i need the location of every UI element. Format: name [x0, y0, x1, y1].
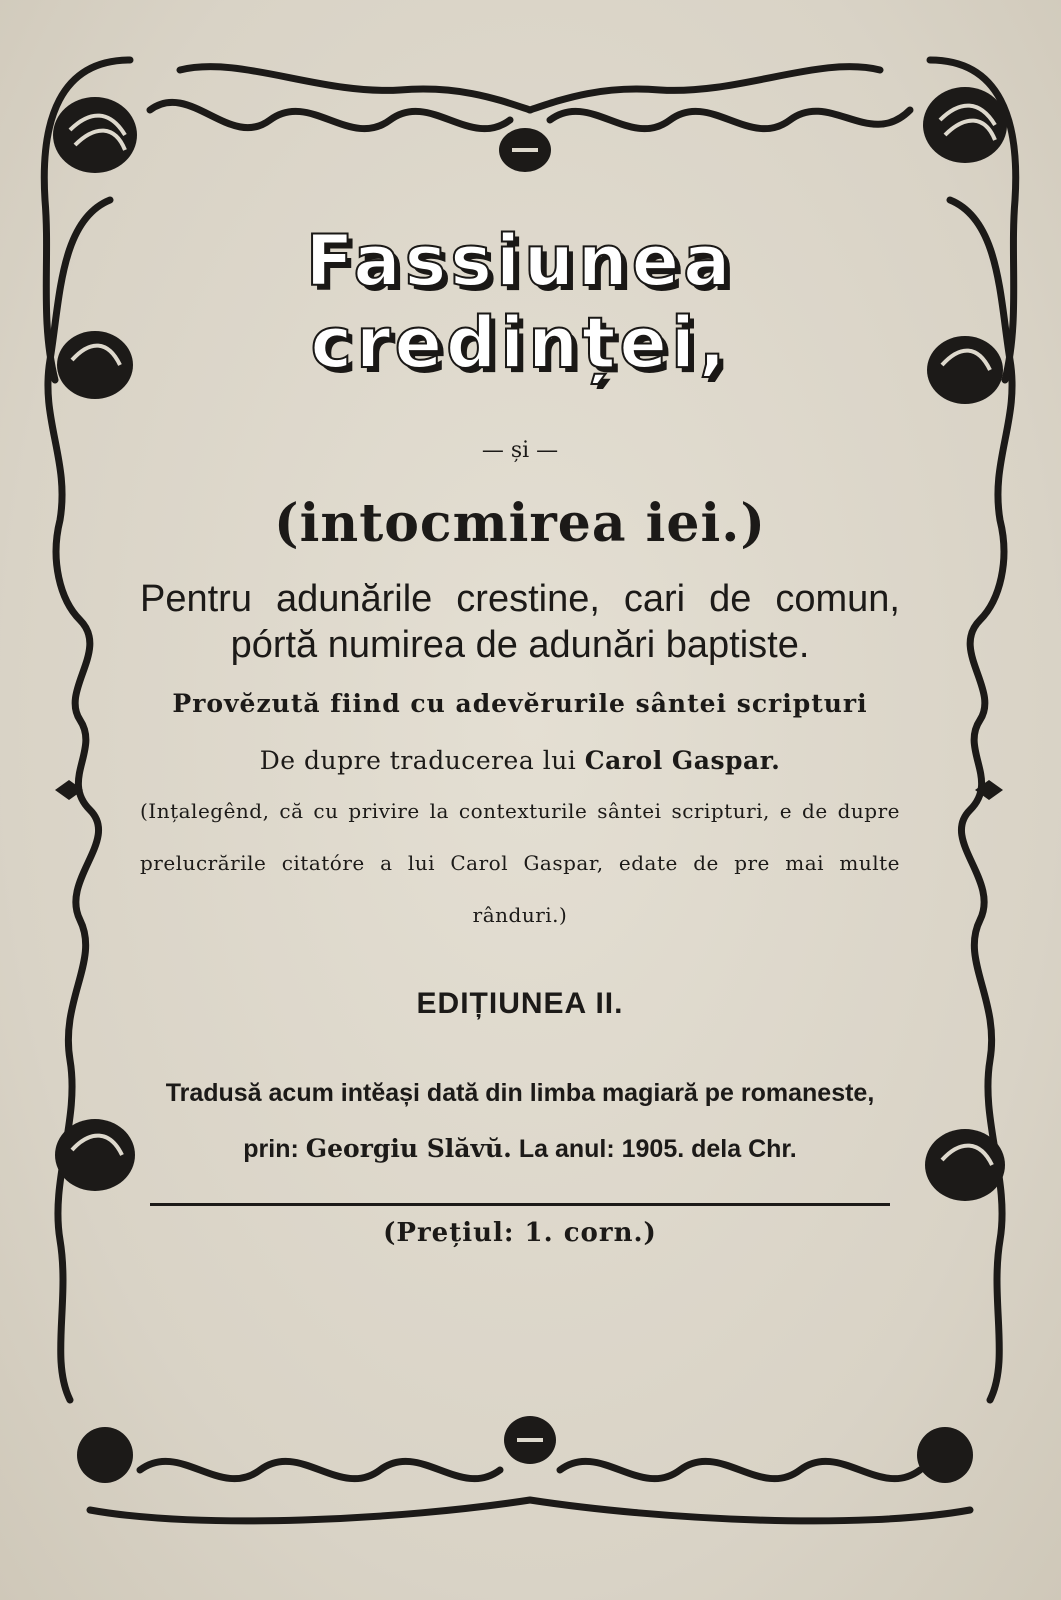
- translator-statement: [140, 1065, 900, 1177]
- translator-statement-suffix: La anul: 1905. dela Chr.: [518, 1135, 797, 1163]
- translator-statement-prefix: Tradusă acum intĕași dată din limba magiară pe romaneste, prin:: [165, 1079, 875, 1163]
- book-subtitle: (intocmirea iei.): [274, 493, 766, 554]
- horizontal-rule: [150, 1203, 890, 1206]
- explanatory-note: (Ințalegênd, că cu privire la contexturile sântei scripturi, e de dupre prelucrările citatóre a lui Carol Gaspar, edate de pre mai multe rânduri.): [140, 799, 900, 927]
- translation-source-author: Carol Gaspar.: [584, 746, 781, 775]
- title-page-text: [140, 200, 900, 1248]
- purpose-text: Pentru adunările crestine, cari de comun, pórtă numirea de adunări baptiste.: [140, 578, 900, 666]
- price-label: (Prețiul: 1. corn.): [383, 1218, 657, 1248]
- edition-label: EDIȚIUNEA II.: [416, 987, 624, 1020]
- translation-source-prefix: De dupre traducerea lui: [259, 746, 577, 775]
- translation-source: [140, 746, 900, 775]
- scripture-note: Provĕzută fiind cu adevĕrurile sântei scripturi: [172, 689, 868, 718]
- connector-text: — și —: [481, 438, 559, 463]
- translator-name: Georgiu Slăvŭ.: [305, 1134, 512, 1163]
- book-title: Fassiunea credinței,: [305, 220, 735, 384]
